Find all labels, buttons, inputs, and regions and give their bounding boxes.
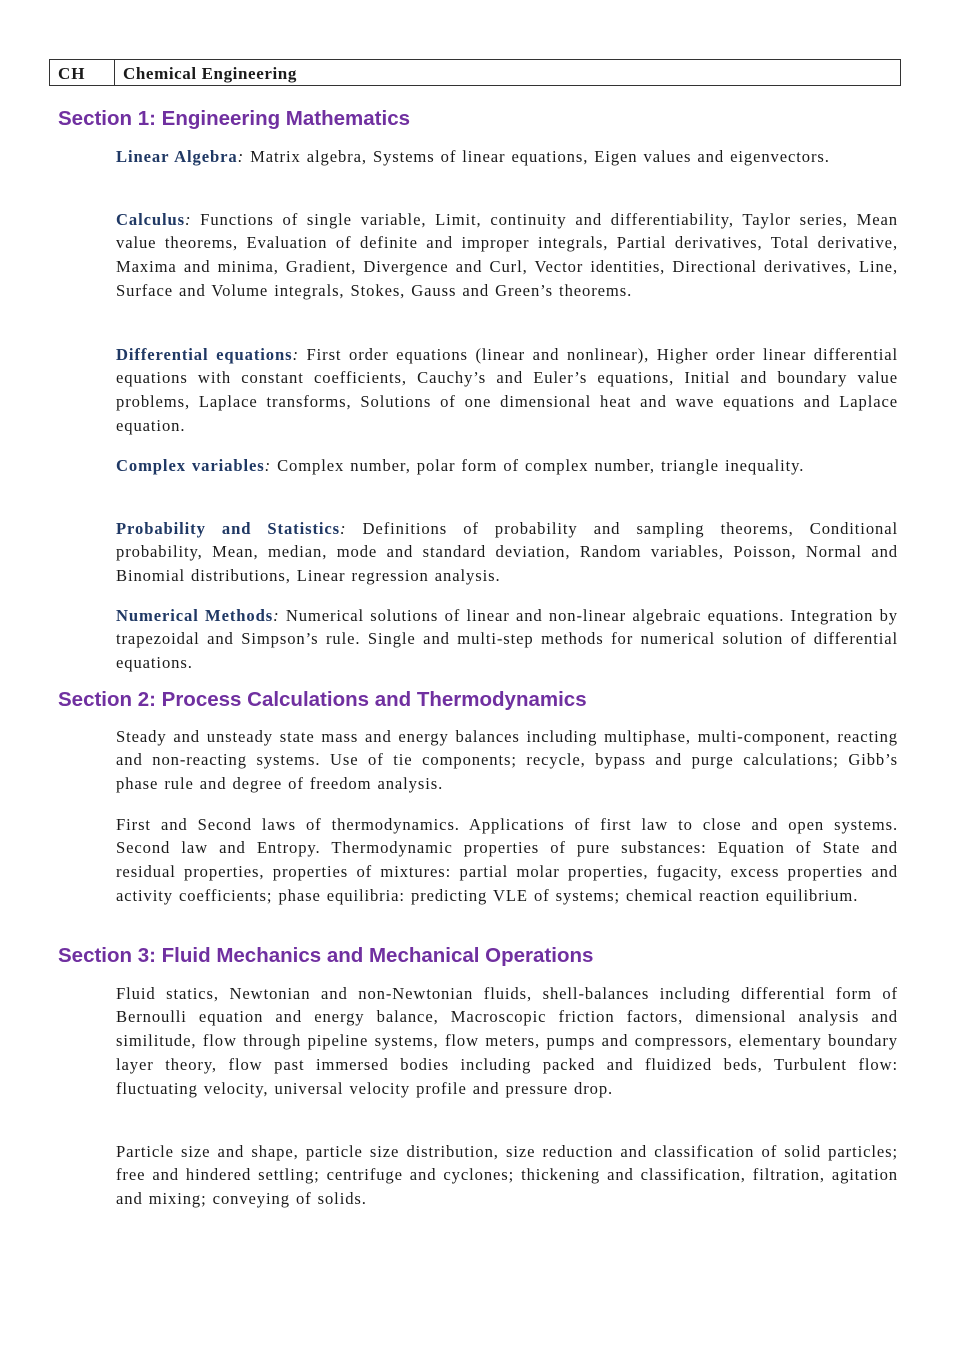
topic-text: Functions of single variable, Limit, continuity and differentiability, Taylor series, Mean value theorems, Evaluation of definite and improper integrals, Partial derivatives, Total derivative, Maxima and minima, Gradient, Divergence and Curl, Vector identities, Directional derivatives, Line, Surface and Volume integrals, Stokes, Gauss and Green’s theorems.: [116, 209, 898, 300]
topic-text: Numerical solutions of linear and non-linear algebraic equations. Integration by trapezoidal and Simpson’s rule. Single and multi-step methods for numerical solution of differential equations.: [116, 605, 898, 673]
topic-paragraph-numerical-methods: [116, 604, 898, 675]
topic-label: Linear Algebra: [116, 146, 238, 166]
topic-text: Complex number, polar form of complex number, triangle inequality.: [271, 455, 805, 475]
subject-header-table: [49, 59, 901, 86]
topic-text: Definitions of probability and sampling theorems, Conditional probability, Mean, median, mode and standard deviation, Random variables, Poisson, Normal and Binomial distributions, Linear regression analysis.: [116, 518, 898, 586]
topic-text: Matrix algebra, Systems of linear equations, Eigen values and eigenvectors.: [244, 146, 830, 166]
topic-separator: :: [237, 146, 245, 166]
topic-separator: :: [184, 209, 192, 229]
section-2-heading: Section 2: Process Calculations and Thermodynamics: [58, 688, 587, 711]
topic-paragraph-complex-variables: [116, 454, 898, 478]
topic-paragraph-calculus: [116, 208, 898, 303]
section-3-paragraph-1: Fluid statics, Newtonian and non-Newtonian fluids, shell-balances including differential form of Bernoulli equation and energy balance, Macroscopic friction factors, dimensional analysis and similitude, flow through pipeline systems, flow meters, pumps and compressors, elementary boundary layer theory, flow past immersed bodies including packed and fluidized beds, Turbulent flow: fluctuating velocity, universal velocity profile and pressure drop.: [116, 983, 898, 1098]
topic-separator: :: [273, 605, 280, 625]
subject-code: CH: [50, 60, 115, 85]
topic-paragraph-linear-algebra: [116, 145, 898, 169]
topic-label: Complex variables: [116, 455, 265, 475]
subject-name: Chemical Engineering: [123, 64, 297, 83]
topic-separator: :: [340, 518, 347, 538]
topic-text: First order equations (linear and nonlinear), Higher order linear differential equations with constant coefficients, Cauchy’s and Euler’s equations, Initial and boundary value problems, Laplace transforms, Solutions of one dimensional heat and wave equations and Laplace equation.: [116, 344, 898, 435]
section-3-heading: Section 3: Fluid Mechanics and Mechanical Operations: [58, 944, 594, 967]
topic-label: Probability and Statistics: [116, 518, 341, 538]
topic-separator: :: [292, 344, 299, 364]
topic-separator: :: [264, 455, 272, 475]
section-2-paragraph-2: First and Second laws of thermodynamics. Applications of first law to close and open systems. Second law and Entropy. Thermodynamic properties of pure substances: Equation of State and residual properties, properties of mixtures: partial molar properties, fugacity, excess properties and activity coefficients; phase equilibria: predicting VLE of systems; chemical reaction equilibrium.: [116, 814, 898, 905]
topic-paragraph-differential-equations: [116, 343, 898, 438]
topic-label: Calculus: [116, 209, 185, 229]
topic-paragraph-probability-statistics: [116, 517, 898, 588]
section-1-heading: Section 1: Engineering Mathematics: [58, 107, 410, 130]
topic-label: Numerical Methods: [116, 605, 274, 625]
topic-label: Differential equations: [116, 344, 293, 364]
section-3-paragraph-2: Particle size and shape, particle size distribution, size reduction and classification of solid particles; free and hindered settling; centrifuge and cyclones; thickening and classification, filtration, agitation and mixing; conveying of solids.: [116, 1141, 898, 1209]
section-2-paragraph-1: Steady and unsteady state mass and energy balances including multiphase, multi-component, reacting and non-reacting systems. Use of tie components; recycle, bypass and purge calculations; Gibb’s phase rule and degree of freedom analysis.: [116, 726, 898, 794]
